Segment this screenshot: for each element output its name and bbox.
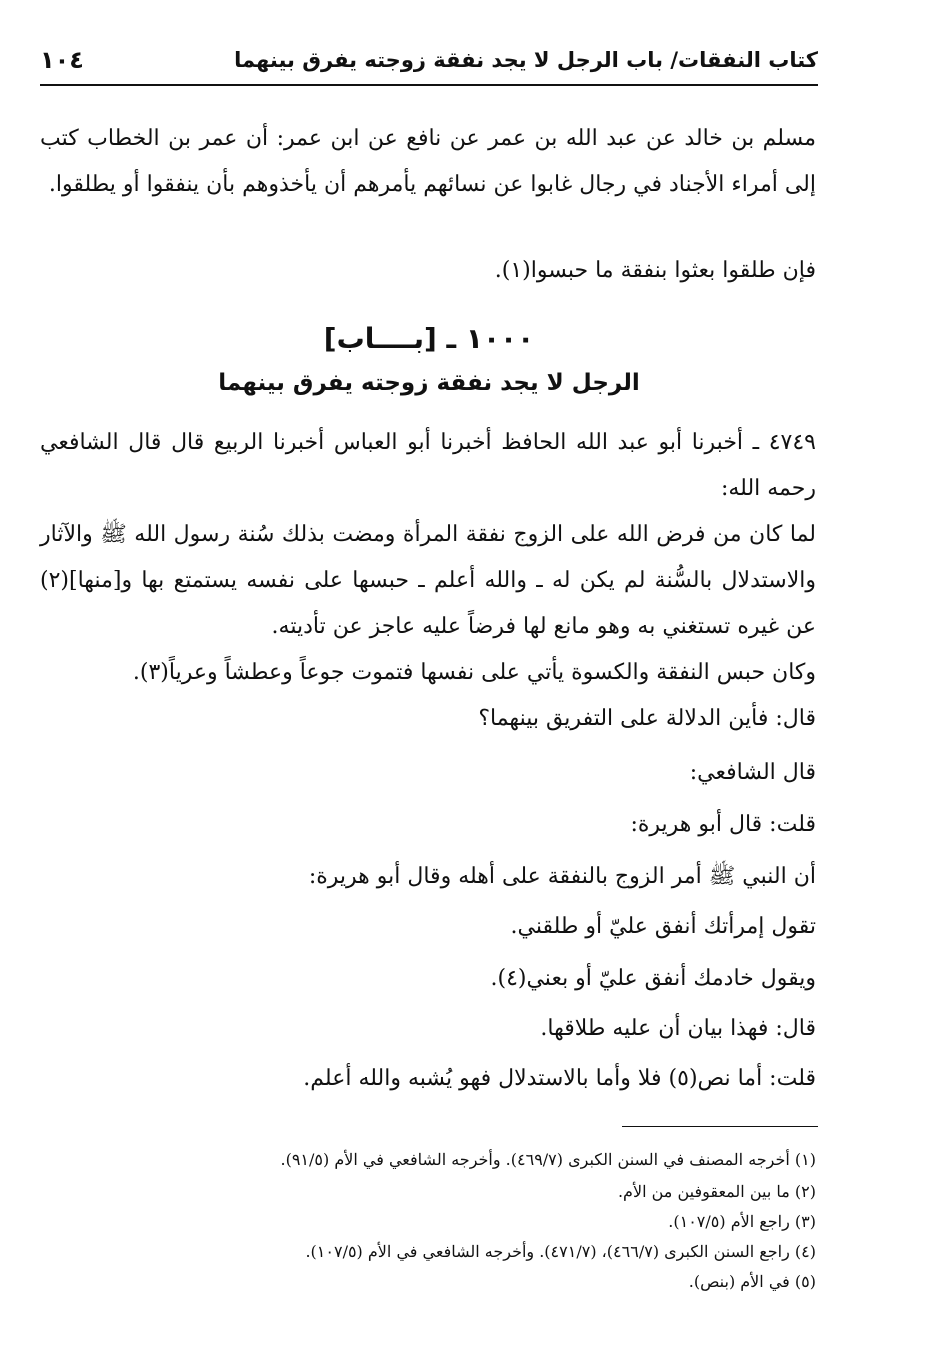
running-title: كتاب النفقات/ باب الرجل لا يجد نفقة زوجته يفرق بينهما <box>234 48 818 72</box>
body-paragraph: لما كان من فرض الله على الزوج نفقة المرأة ومضت بذلك سُنة رسول الله ﷺ والآثار والاستدلال بالسُّنة لم يكن له ـ والله أعلم ـ حبسها على نفسه يستمتع بها و[منها](٢) عن غيره تستغني به وهو مانع لها فرضاً عليه عاجز عن تأديته. <box>40 522 816 639</box>
text-line: قال: فهذا بيان أن عليه طلاقها. <box>540 1016 816 1041</box>
text-line: قلت: أما نص(٥) فلا وأما بالاستدلال فهو يُشبه والله أعلم. <box>303 1066 816 1091</box>
footnote: (٢) ما بين المعقوفين من الأم. <box>617 1182 816 1201</box>
text-line: قال: فأين الدلالة على التفريق بينهما؟ <box>478 706 816 731</box>
text-line: قلت: قال أبو هريرة: <box>630 812 816 837</box>
text-line: تقول إمرأتك أنفق عليّ أو طلقني. <box>510 914 816 939</box>
body-paragraph: وكان حبس النفقة والكسوة يأتي على نفسها فتموت جوعاً وعطشاً وعرياً(٣). <box>132 660 816 685</box>
footnote-separator <box>622 1126 818 1127</box>
body-paragraph: فإن طلقوا بعثوا بنفقة ما حبسوا(١). <box>494 258 816 283</box>
chapter-title: الرجل لا يجد نفقة زوجته يفرق بينهما <box>218 370 640 396</box>
text-line: ويقول خادمك أنفق عليّ أو بعني(٤). <box>490 966 816 991</box>
footnote: (١) أخرجه المصنف في السنن الكبرى (٤٦٩/٧). وأخرجه الشافعي في الأم (٩١/٥). <box>280 1150 816 1169</box>
text-line: قال الشافعي: <box>689 760 816 785</box>
footnote: (٥) في الأم (بنص). <box>688 1272 816 1291</box>
footnote: (٤) راجع السنن الكبرى (٤٦٦/٧)، (٤٧١/٧). وأخرجه الشافعي في الأم (١٠٧/٥). <box>305 1242 816 1261</box>
body-paragraph: مسلم بن خالد عن عبد الله بن عمر عن نافع عن ابن عمر: أن عمر بن الخطاب كتب إلى أمراء الأجناد في رجال غابوا عن نسائهم يأمرهم أن يأخذوهم بأن ينفقوا أو يطلقوا. <box>40 126 816 197</box>
footnote: (٣) راجع الأم (١٠٧/٥). <box>668 1212 816 1231</box>
chapter-number-heading: ١٠٠٠ ـ [بــــاب] <box>323 322 535 355</box>
hadith-isnad-paragraph: ٤٧٤٩ ـ أخبرنا أبو عبد الله الحافظ أخبرنا أبو العباس أخبرنا الربيع قال قال الشافعي رحمه الله: <box>40 430 816 501</box>
text-line: أن النبي ﷺ أمر الزوج بالنفقة على أهله وقال أبو هريرة: <box>308 864 816 889</box>
running-header <box>40 44 818 86</box>
page-number: ١٠٤ <box>40 46 84 74</box>
